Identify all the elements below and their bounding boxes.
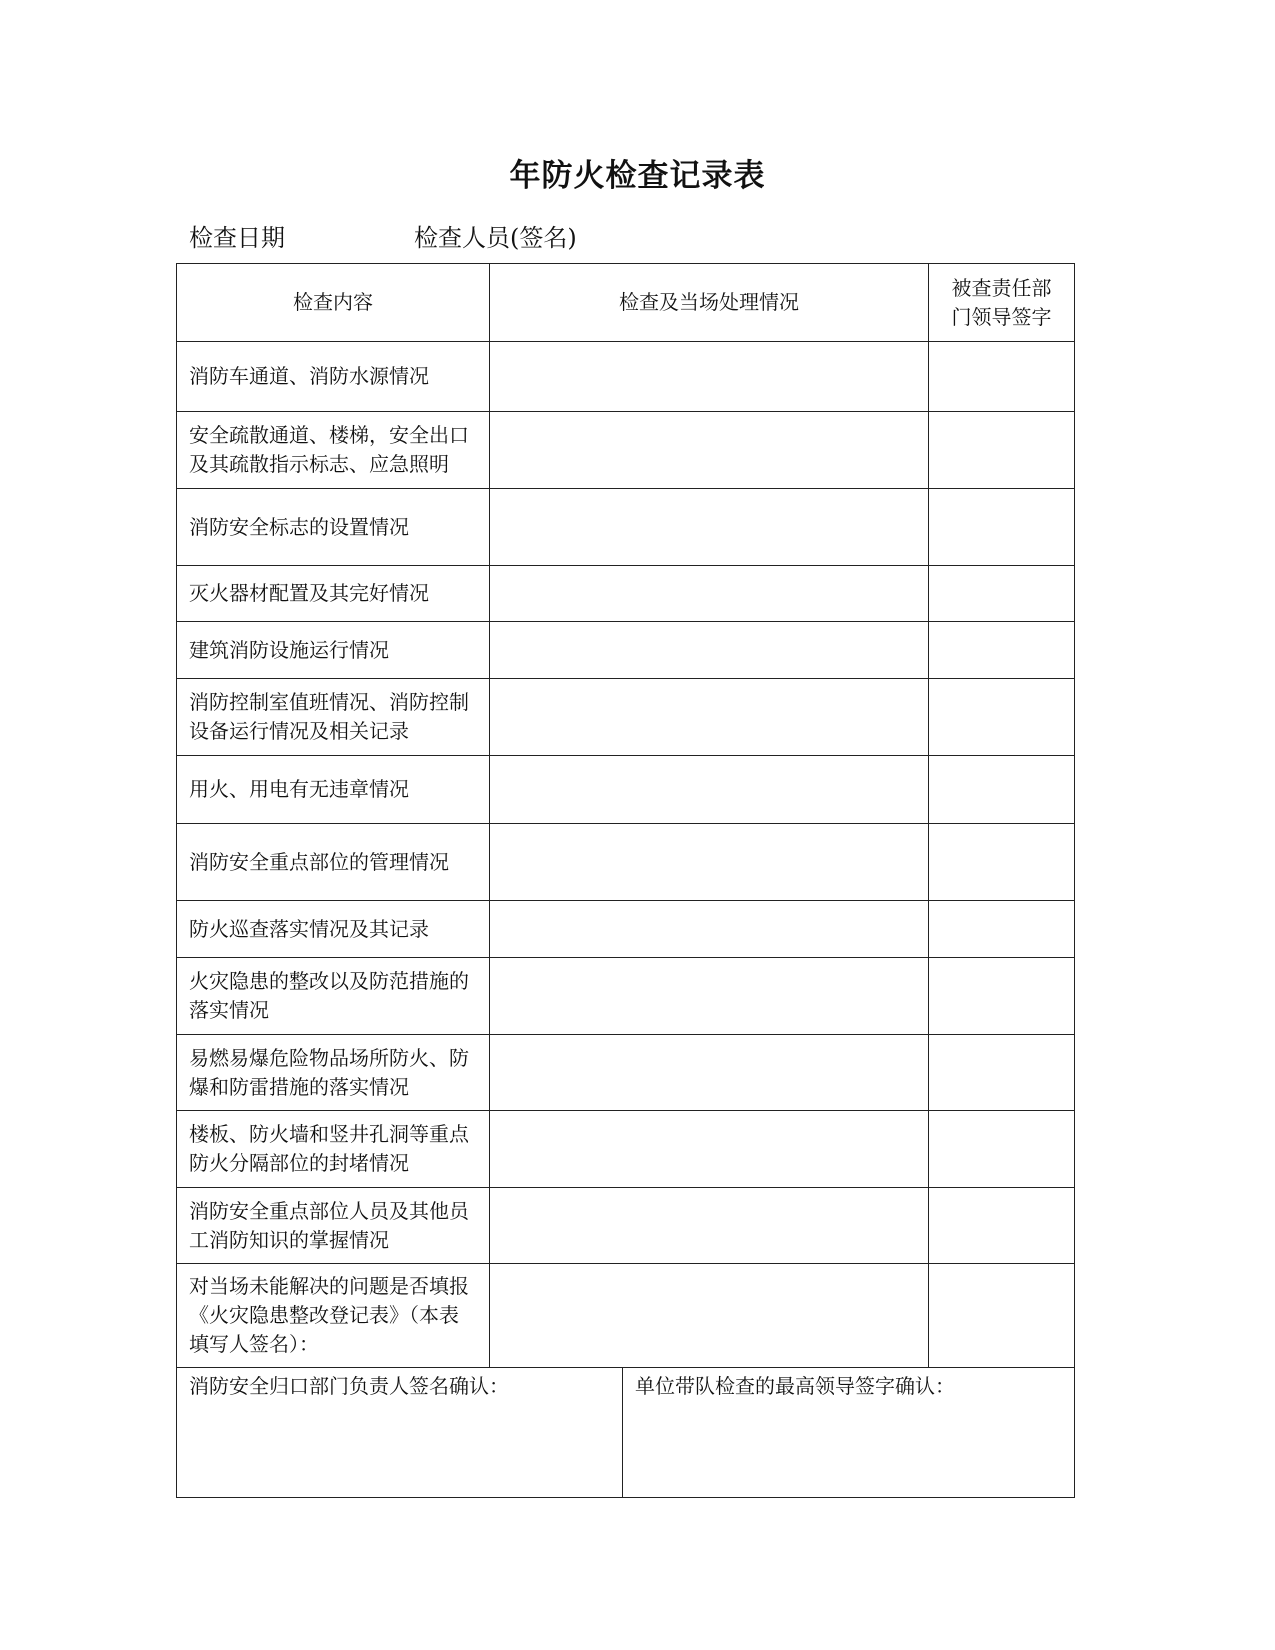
row-item: 火灾隐患的整改以及防范措施的落实情况	[177, 958, 490, 1035]
row-result-cell[interactable]	[490, 1264, 929, 1368]
row-item: 消防控制室值班情况、消防控制设备运行情况及相关记录	[177, 679, 490, 756]
row-result-cell[interactable]	[490, 412, 929, 489]
row-item: 楼板、防火墙和竖井孔洞等重点防火分隔部位的封堵情况	[177, 1111, 490, 1188]
row-signature-cell[interactable]	[929, 1264, 1075, 1368]
row-signature-cell[interactable]	[929, 1111, 1075, 1188]
inspection-table	[176, 263, 1075, 1498]
row-item: 灭火器材配置及其完好情况	[177, 566, 490, 622]
row-result-cell[interactable]	[490, 824, 929, 901]
row-item: 对当场未能解决的问题是否填报《火灾隐患整改登记表》（本表填写人签名）：	[177, 1264, 490, 1368]
header-department-signature: 被查责任部门领导签字	[929, 264, 1075, 342]
header-inspection-content: 检查内容	[177, 264, 490, 342]
row-signature-cell[interactable]	[929, 622, 1075, 679]
row-result-cell[interactable]	[490, 901, 929, 958]
table-row	[177, 622, 1075, 679]
row-item: 消防安全标志的设置情况	[177, 489, 490, 566]
row-signature-cell[interactable]	[929, 342, 1075, 412]
table-row	[177, 679, 1075, 756]
row-signature-cell[interactable]	[929, 412, 1075, 489]
row-item: 消防安全重点部位人员及其他员工消防知识的掌握情况	[177, 1188, 490, 1264]
row-item: 用火、用电有无违章情况	[177, 756, 490, 824]
row-item: 消防安全重点部位的管理情况	[177, 824, 490, 901]
row-result-cell[interactable]	[490, 342, 929, 412]
row-result-cell[interactable]	[490, 489, 929, 566]
table-row	[177, 566, 1075, 622]
inspector-signature-label: 检查人员(签名)	[414, 224, 577, 252]
table-header-row	[177, 264, 1075, 342]
row-signature-cell[interactable]	[929, 679, 1075, 756]
row-item: 易燃易爆危险物品场所防火、防爆和防雷措施的落实情况	[177, 1035, 490, 1111]
row-item: 安全疏散通道、楼梯，安全出口及其疏散指示标志、应急照明	[177, 412, 490, 489]
row-result-cell[interactable]	[490, 958, 929, 1035]
row-result-cell[interactable]	[490, 756, 929, 824]
row-signature-cell[interactable]	[929, 958, 1075, 1035]
row-result-cell[interactable]	[490, 566, 929, 622]
table-row	[177, 342, 1075, 412]
row-signature-cell[interactable]	[929, 566, 1075, 622]
table-row	[177, 901, 1075, 958]
row-signature-cell[interactable]	[929, 756, 1075, 824]
row-item: 防火巡查落实情况及其记录	[177, 901, 490, 958]
table-row	[177, 1035, 1075, 1111]
row-signature-cell[interactable]	[929, 1035, 1075, 1111]
row-item: 消防车通道、消防水源情况	[177, 342, 490, 412]
row-signature-cell[interactable]	[929, 824, 1075, 901]
inspection-date-label: 检查日期	[189, 224, 285, 252]
page-title: 年防火检查记录表	[509, 158, 766, 194]
row-result-cell[interactable]	[490, 1188, 929, 1264]
table-row	[177, 1111, 1075, 1188]
table-row	[177, 824, 1075, 901]
table-row	[177, 412, 1075, 489]
row-signature-cell[interactable]	[929, 1188, 1075, 1264]
row-result-cell[interactable]	[490, 1111, 929, 1188]
table-row	[177, 958, 1075, 1035]
table-row	[177, 1188, 1075, 1264]
footer-top-leader-confirmation[interactable]: 单位带队检查的最高领导签字确认：	[623, 1368, 1075, 1498]
footer-dept-head-confirmation[interactable]: 消防安全归口部门负责人签名确认：	[177, 1368, 623, 1498]
row-result-cell[interactable]	[490, 622, 929, 679]
row-item: 建筑消防设施运行情况	[177, 622, 490, 679]
row-signature-cell[interactable]	[929, 901, 1075, 958]
table-row	[177, 489, 1075, 566]
row-result-cell[interactable]	[490, 1035, 929, 1111]
footer-signature-row	[177, 1368, 1075, 1498]
header-inspection-result: 检查及当场处理情况	[490, 264, 929, 342]
table-row	[177, 756, 1075, 824]
row-signature-cell[interactable]	[929, 489, 1075, 566]
row-result-cell[interactable]	[490, 679, 929, 756]
table-row	[177, 1264, 1075, 1368]
